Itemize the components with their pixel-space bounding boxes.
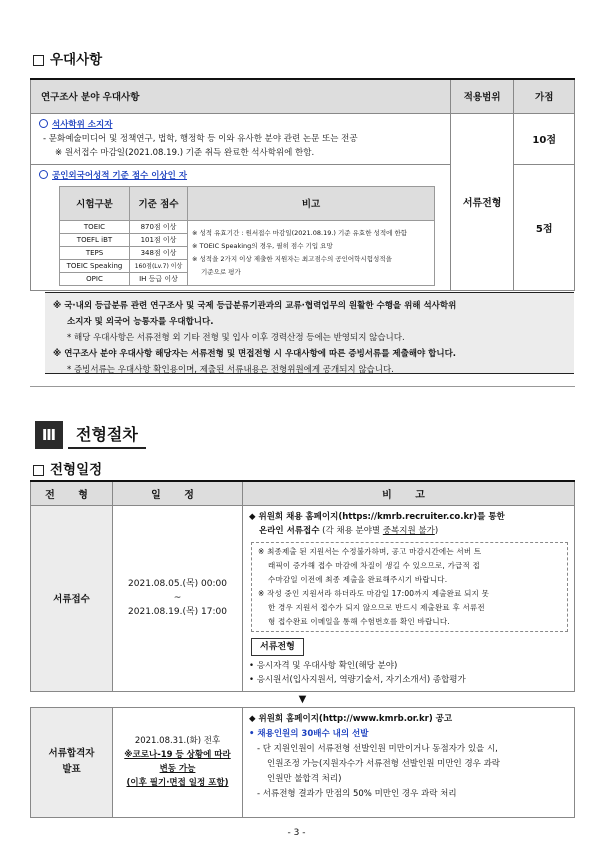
remark-line: ※ 성적 유효기간 : 원서접수 마감일(2021.08.19.) 기준 유효한 성적에 한함 [192,228,408,237]
test-score: 348점 이상 [130,246,188,259]
square-icon [33,55,44,66]
date-note: 변동 가능 [159,764,196,774]
test-name: TOEIC Speaking [60,259,130,272]
note-line: ※ 연구조사 분야 우대사항 해당자는 서류전형 및 면접전형 시 우대사항에 따른 증빙서류를 제출해야 합니다. [53,349,457,359]
warning-line: 수마감일 이전에 최종 제출을 완료해주시기 바랍니다. [268,574,448,584]
header-stage: 전 형 [31,481,113,505]
submission-remarks [243,505,575,691]
no-duplicate: 중복지원 불가 [382,525,435,536]
header-remarks: 비 고 [243,481,575,505]
announcement-date: 2021.08.31.(화) 전후 [134,736,221,746]
english-score-table [59,186,435,286]
announcement-remarks [243,707,575,817]
col-remark: 비고 [188,186,435,220]
document-screening-label: 서류전형 [251,638,304,656]
note-line: * 증빙서류는 우대사항 확인용이며, 제출된 서류내용은 전형위원에게 공개되지 않습니다. [67,365,394,375]
note-line: 소지자 및 외국어 능통자를 우대합니다. [67,317,214,327]
masters-line2: ※ 원서접수 마감일(2021.08.19.) 기준 취득 완료한 석사학위에 한함. [55,147,315,158]
circle-bullet-icon [39,170,48,179]
remark-line: - 서류전형 결과가 만점의 50% 미만인 경우 과락 처리 [257,788,457,799]
square-icon [33,465,44,476]
tilde: ~ [173,593,182,603]
header-scope: 적용범위 [450,79,514,113]
screening-bullet: • 응시자격 및 우대사항 확인(해당 분야) [249,660,398,671]
col-test: 시험구분 [60,186,130,220]
screening-bullet: • 응시원서(입사지원서, 역량기술서, 자기소개서) 종합평가 [249,674,466,685]
page-number: - 3 - [287,828,306,838]
test-score: IH 등급 이상 [130,272,188,285]
end-date: 2021.08.19.(목) 17:00 [128,607,227,617]
date-note: ※코로나-19 등 상황에 따라 [124,750,231,760]
warning-line: 한 경우 지원서 접수가 되지 않으므로 반드시 제출완료 후 서류전 [268,602,485,612]
remark-line: - 단 지원인원이 서류전형 선발인원 미만이거나 동점자가 있을 시, [257,743,498,754]
test-name: TEPS [60,246,130,259]
english-remarks [188,220,435,285]
section-number-badge: Ⅲ [35,421,63,449]
warning-line: 래픽이 증가해 접수 마감에 차질이 생길 수 있으므로, 가급적 접 [268,560,480,570]
remark-line: 기준으로 평가 [201,267,241,276]
announcement-date-cell [113,707,243,817]
preference-heading: 우대사항 [33,48,102,68]
header-points: 가점 [514,79,575,113]
stage-document-submission: 서류접수 [31,505,113,691]
remark-line: ※ 성적을 2가지 이상 제출한 지원자는 최고점수의 공인어학시험성적을 [192,254,392,263]
submission-date-cell [113,505,243,691]
test-name: OPIC [60,272,130,285]
submission-warning-box [251,542,568,632]
section-title: 전형절차 [68,421,146,449]
masters-cell [31,113,451,164]
online-submission: 온라인 서류접수 [259,525,320,536]
note-line: ※ 국·내외 등급분류 관련 연구조사 및 국제 등급분류기관과의 교류·협력업무의 원활한 수행을 위해 석사학위 [53,301,457,311]
test-score: 160점(Lv.7) 이상 [130,259,188,272]
start-date: 2021.08.05.(목) 00:00 [128,579,227,589]
preference-table [30,78,575,291]
test-name: TOEFL iBT [60,233,130,246]
test-name: TOEIC [60,220,130,233]
remark-line: 인원만 불합격 처리) [267,773,342,784]
masters-title: 석사학위 소지자 [52,119,113,130]
remark-paren: (각 채용 분야별 [322,525,381,536]
preference-notes [45,292,574,374]
english-title: 공인외국어성적 기준 점수 이상인 자 [52,170,188,181]
col-score: 기준 점수 [130,186,188,220]
header-date: 일 정 [113,481,243,505]
masters-points: 10점 [514,113,575,164]
warning-line: 형 접수완료 이메일을 통해 수험번호를 확인 바랍니다. [268,616,450,626]
date-note: (이후 필기·면접 일정 포함) [126,778,229,788]
arrow-down-icon: ▼ [31,691,575,707]
test-score: 870점 이상 [130,220,188,233]
test-score: 101점 이상 [130,233,188,246]
english-points: 5점 [514,164,575,290]
remark-line: 인원조정 가능(지원자수가 서류전형 선발인원 미만인 경우 과락 [267,758,501,769]
remark-title-cont [249,524,568,538]
divider [30,386,575,387]
remark-title: ◆ 위원회 채용 홈페이지(https://kmrb.recruiter.co.kr)를 통한 [249,511,505,522]
english-cell [31,164,451,290]
schedule-table [30,480,575,818]
stage-label: 서류합격자 [48,748,95,759]
header-preference: 연구조사 분야 우대사항 [31,79,451,113]
remark-line: ◆ 위원회 홈페이지(http://www.kmrb.or.kr) 공고 [249,713,453,724]
remark-line: ※ TOEIC Speaking의 경우, 필히 점수 기입 요망 [192,241,333,250]
scope-cell: 서류전형 [450,113,514,290]
warning-line: ※ 작성 중인 지원서라 하더라도 마감일 17:00까지 제출완료 되지 못 [258,588,490,598]
note-line: * 해당 우대사항은 서류전형 외 기타 전형 및 입사 이후 경력산정 등에는 반영되지 않습니다. [67,333,405,343]
masters-line1: - 문화예술미디어 및 정책연구, 법학, 행정학 등 이와 유사한 분야 관련 논문 또는 전공 [43,133,358,144]
circle-bullet-icon [39,119,48,128]
remark-line: • 채용인원의 30배수 내의 선발 [249,728,369,739]
schedule-heading: 전형일정 [33,458,102,478]
stage-result-announcement [31,707,113,817]
warning-line: ※ 최종제출 된 지원서는 수정불가하며, 공고 마감시간에는 서버 트 [258,546,482,556]
remark-paren-close: ) [434,525,439,536]
stage-label: 발표 [62,764,81,775]
